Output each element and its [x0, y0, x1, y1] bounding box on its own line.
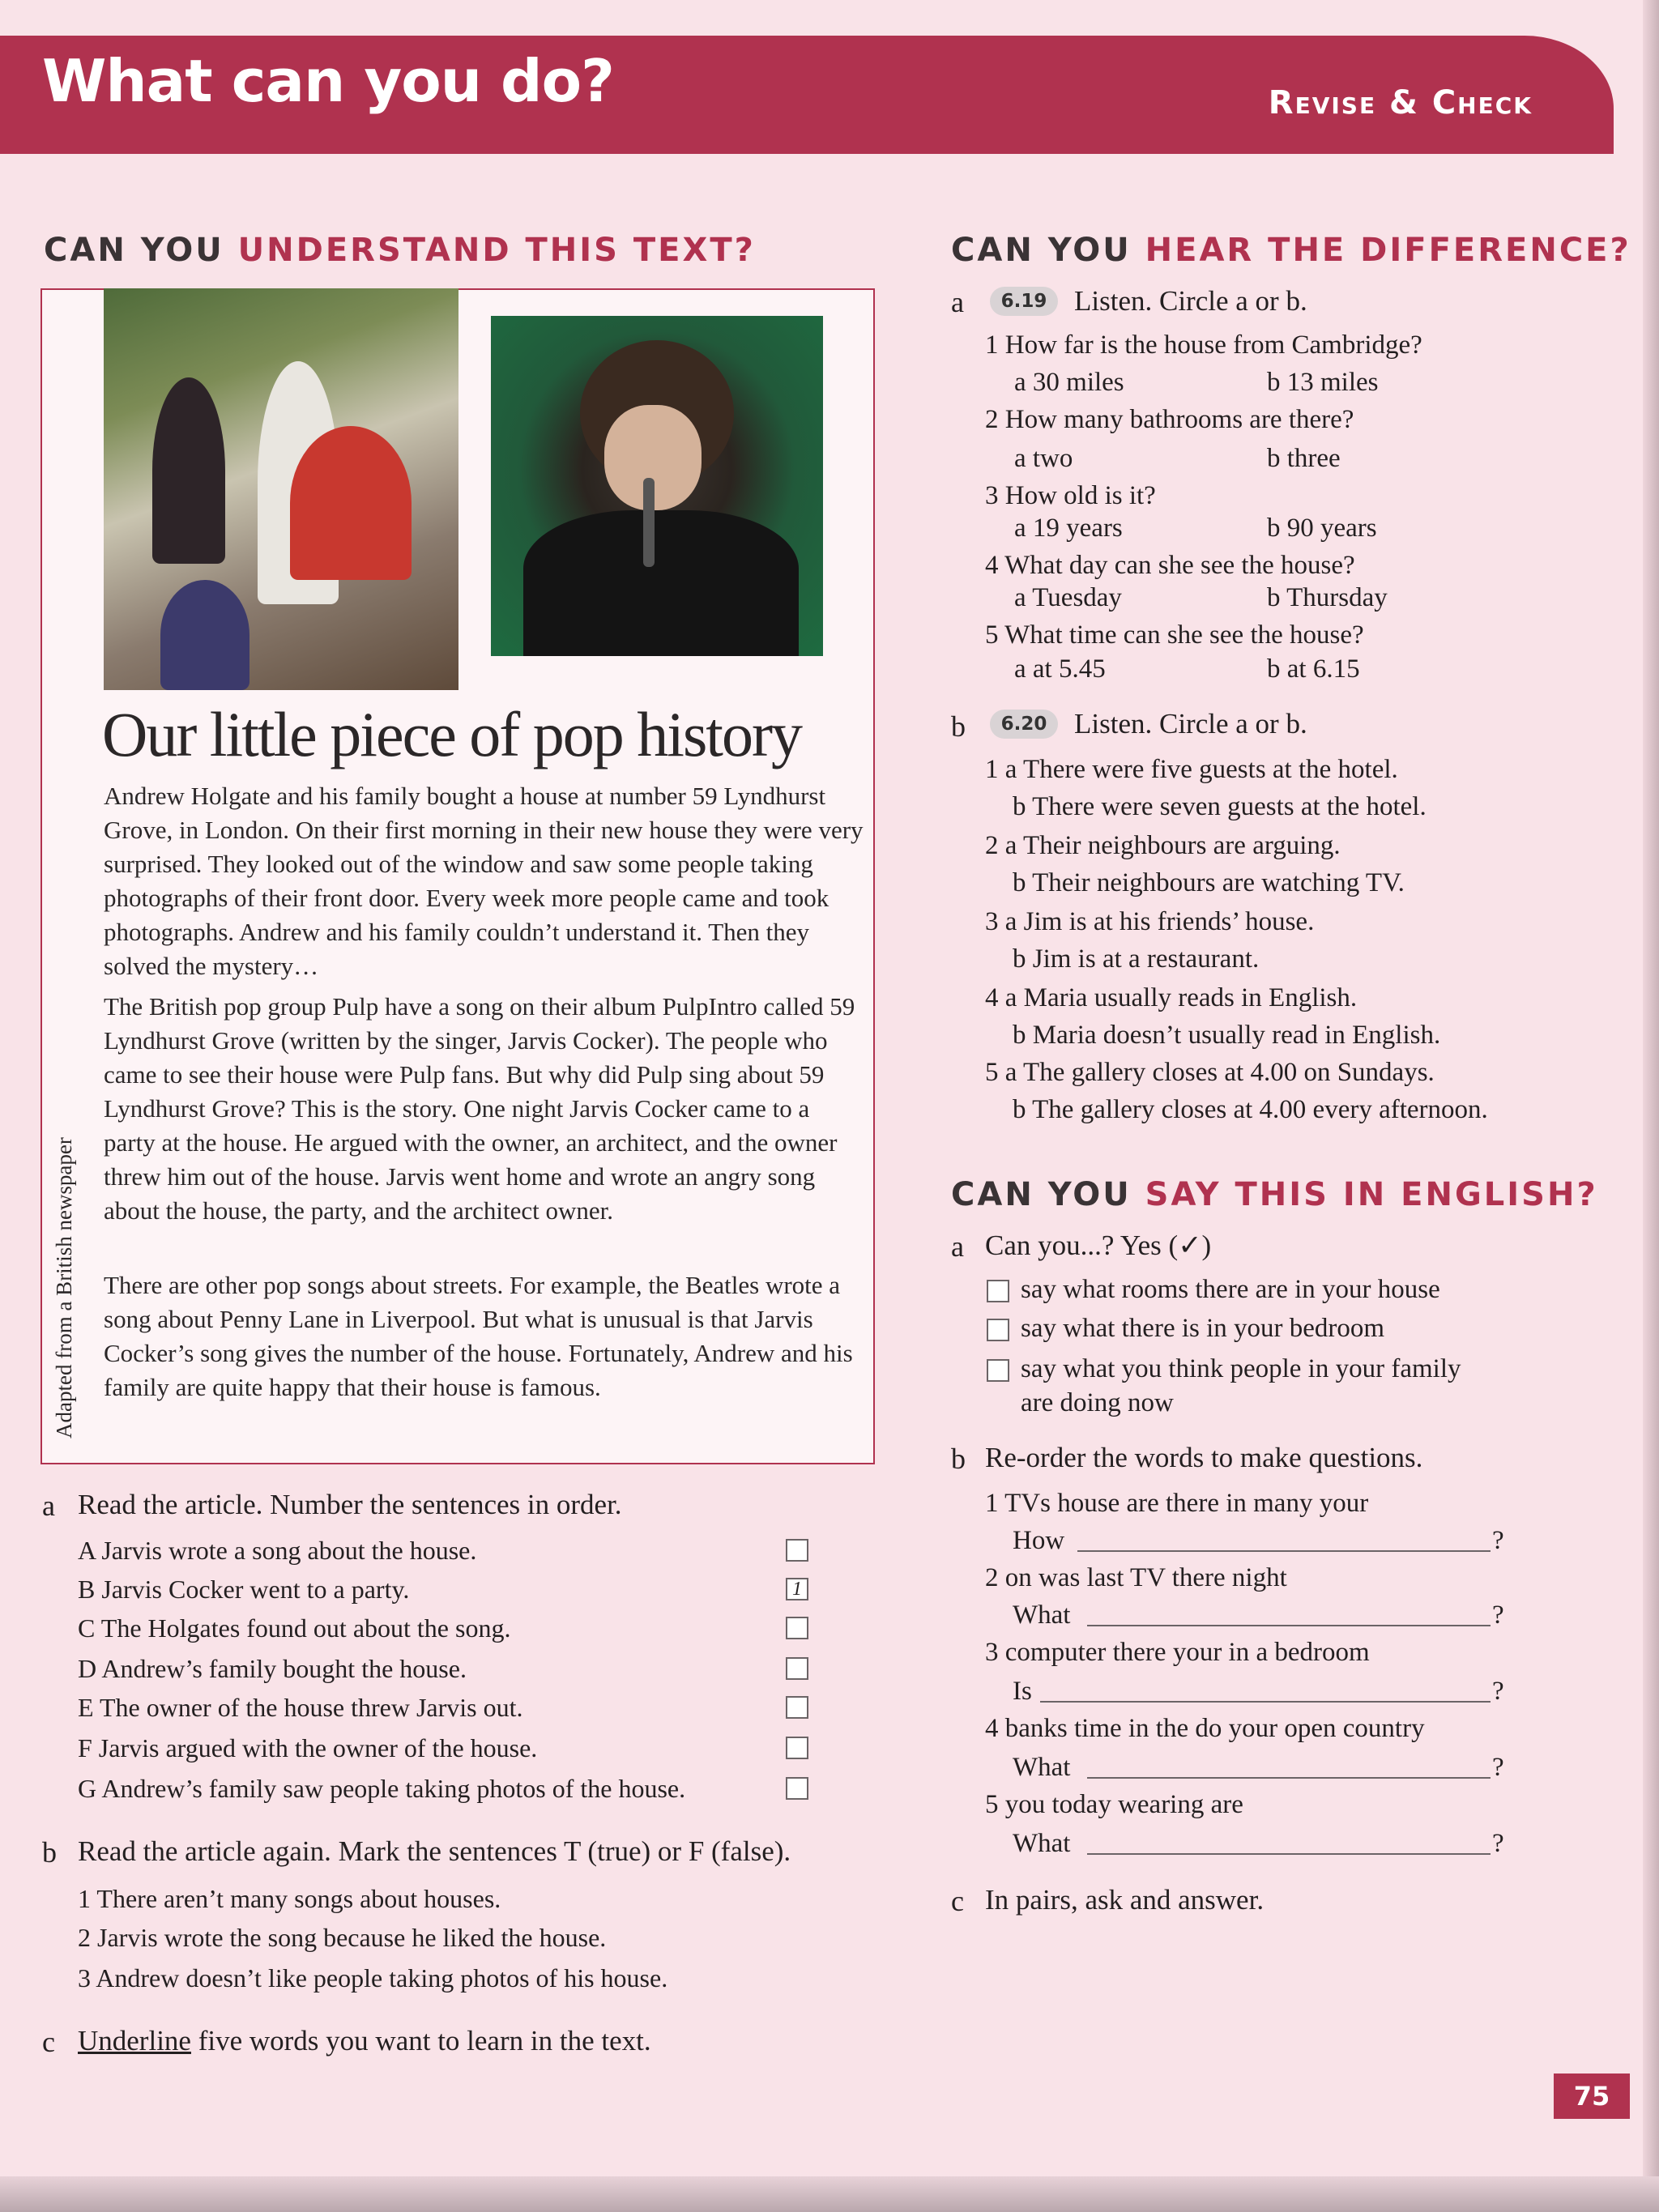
can-do-item: are doing now — [1021, 1388, 1174, 1417]
list-item: D Andrew’s family bought the house. — [78, 1654, 467, 1683]
question-mark: ? — [1492, 1677, 1504, 1706]
option-a[interactable]: a 30 miles — [1014, 368, 1124, 397]
heading-highlight: SAY THIS IN ENGLISH? — [1145, 1176, 1598, 1213]
say-heading — [951, 1176, 1598, 1213]
task-instruction: Listen. Circle a or b. — [1074, 708, 1307, 739]
option-b[interactable]: b 13 miles — [1267, 368, 1379, 397]
can-do-item: say what there is in your bedroom — [1021, 1314, 1385, 1343]
word-prompt: 5 you today wearing are — [985, 1790, 1243, 1819]
option-b[interactable]: b three — [1267, 444, 1341, 473]
audio-track-badge[interactable]: 6.20 — [990, 710, 1058, 739]
list-item: G Andrew’s family saw people taking photos of the house. — [78, 1774, 686, 1803]
option-a[interactable]: 4 a Maria usually reads in English. — [985, 983, 1358, 1012]
word-prompt: 3 computer there your in a bedroom — [985, 1638, 1370, 1667]
option-b[interactable]: b The gallery closes at 4.00 every afternoon. — [1013, 1095, 1488, 1124]
option-b[interactable]: b Maria doesn’t usually read in English. — [1013, 1021, 1441, 1050]
article-heading: Our little piece of pop history — [102, 699, 801, 769]
order-box[interactable] — [786, 1737, 808, 1759]
option-a[interactable]: 2 a Their neighbours are arguing. — [985, 831, 1341, 860]
option-b[interactable]: b Their neighbours are watching TV. — [1013, 868, 1405, 897]
task-instruction: Re-order the words to make questions. — [985, 1442, 1423, 1473]
task-letter: b — [951, 1443, 966, 1475]
task-letter: c — [951, 1885, 964, 1917]
task-instruction: Can you...? Yes (✓) — [985, 1230, 1212, 1261]
audio-track-badge[interactable]: 6.19 — [990, 287, 1058, 316]
option-a[interactable]: a 19 years — [1014, 514, 1123, 543]
can-do-item: say what you think people in your family — [1021, 1354, 1461, 1383]
task-instruction: Read the article again. Mark the sentences T (true) or F (false). — [78, 1835, 791, 1867]
task-letter: a — [951, 286, 964, 318]
task-letter: b — [42, 1836, 57, 1869]
page-edge-bottom — [0, 2176, 1659, 2212]
order-box[interactable] — [786, 1696, 808, 1719]
task-instruction: Listen. Circle a or b. — [1074, 285, 1307, 317]
article-paragraph: Andrew Holgate and his family bought a house at number 59 Lyndhurst Grove, in London. On their first morning in their new house they were very surprised. They looked out of the window and saw some people taking photographs of their front door. Every week more people came and took photographs. Andrew and his family couldn’t understand it. Then they solved the mystery… — [104, 782, 864, 980]
order-box[interactable] — [786, 1539, 808, 1562]
option-b[interactable]: b There were seven guests at the hotel. — [1013, 792, 1427, 821]
list-item: 1 There aren’t many songs about houses. — [78, 1884, 501, 1913]
heading-highlight: UNDERSTAND THIS TEXT? — [237, 232, 756, 269]
option-a[interactable]: 3 a Jim is at his friends’ house. — [985, 907, 1315, 936]
task-instruction: In pairs, ask and answer. — [985, 1884, 1265, 1916]
order-box[interactable]: 1 — [786, 1578, 808, 1600]
order-box[interactable] — [786, 1777, 808, 1800]
option-a[interactable]: a Tuesday — [1014, 583, 1122, 612]
task-letter: c — [42, 2026, 55, 2058]
heading-prefix: CAN YOU — [44, 232, 238, 269]
option-a[interactable]: a at 5.45 — [1014, 654, 1106, 684]
list-item: 2 Jarvis wrote the song because he liked the house. — [78, 1923, 607, 1952]
word-prompt: 2 on was last TV there night — [985, 1563, 1287, 1592]
answer-line[interactable] — [1087, 1853, 1491, 1855]
instruction-rest: five words you want to learn in the text. — [190, 2025, 651, 2056]
option-b[interactable]: b Jim is at a restaurant. — [1013, 944, 1260, 974]
option-b[interactable]: b 90 years — [1267, 514, 1377, 543]
page-number: 75 — [1554, 2073, 1630, 2119]
option-a[interactable]: 1 a There were five guests at the hotel. — [985, 755, 1398, 784]
page-edge — [1643, 0, 1659, 2212]
heading-prefix: CAN YOU — [951, 1176, 1145, 1213]
word-prompt: 4 banks time in the do your open country — [985, 1714, 1425, 1743]
list-item: 3 Andrew doesn’t like people taking photos of his house. — [78, 1963, 668, 1993]
singer-photo — [491, 316, 823, 656]
question-start: What — [1013, 1600, 1071, 1630]
list-item: B Jarvis Cocker went to a party. — [78, 1575, 410, 1604]
task-instruction: Read the article. Number the sentences in order. — [78, 1489, 622, 1520]
can-do-item: say what rooms there are in your house — [1021, 1275, 1440, 1304]
option-a[interactable]: 5 a The gallery closes at 4.00 on Sundays. — [985, 1058, 1435, 1087]
order-box[interactable] — [786, 1657, 808, 1680]
understand-heading — [44, 232, 756, 269]
self-check-box[interactable] — [987, 1319, 1009, 1341]
question-mark: ? — [1492, 1600, 1504, 1630]
answer-line[interactable] — [1087, 1625, 1491, 1626]
list-item: F Jarvis argued with the owner of the house. — [78, 1733, 538, 1762]
option-a[interactable]: a two — [1014, 444, 1073, 473]
article-paragraph: The British pop group Pulp have a song on their album PulpIntro called 59 Lyndhurst Grove (written by the singer, Jarvis Cocker). The people who came to see their house were Pulp fans. But why did Pulp sing about 59 Lyndhurst Grove? This is the story. One night Jarvis Cocker came to a party at the house. He argued with the owner, an architect, and the owner threw him out of the house. Jarvis went home and wrote an angry song about the house, the party, and the architect owner. — [104, 992, 855, 1225]
answer-line[interactable] — [1077, 1550, 1491, 1552]
answer-line[interactable] — [1087, 1777, 1491, 1779]
order-box[interactable] — [786, 1617, 808, 1639]
section-label: Revise & Check — [1268, 84, 1533, 121]
page-title: What can you do? — [42, 47, 614, 115]
article-paragraph: There are other pop songs about streets. For example, the Beatles wrote a song about Penny Lane in Liverpool. But what is unusual is that Jarvis Cocker’s song gives the number of the house. Fortunately, Andrew and his family are quite happy that their house is famous. — [104, 1271, 853, 1401]
question-mark: ? — [1492, 1526, 1504, 1555]
family-photo — [104, 288, 458, 690]
question-start: How — [1013, 1526, 1065, 1555]
list-item: E The owner of the house threw Jarvis out. — [78, 1693, 523, 1722]
hear-heading — [951, 232, 1631, 269]
heading-highlight: HEAR THE DIFFERENCE? — [1145, 232, 1631, 269]
self-check-box[interactable] — [987, 1280, 1009, 1302]
option-b[interactable]: b Thursday — [1267, 583, 1388, 612]
underline-word: Underline — [78, 2025, 191, 2056]
word-prompt: 1 TVs house are there in many your — [985, 1489, 1369, 1518]
task-letter: a — [951, 1230, 964, 1263]
question-mark: ? — [1492, 1753, 1504, 1782]
question: 2 How many bathrooms are there? — [985, 405, 1354, 434]
question-mark: ? — [1492, 1829, 1504, 1858]
task-instruction — [78, 2025, 651, 2057]
task-letter: b — [951, 710, 966, 743]
question-start: Is — [1013, 1677, 1032, 1706]
question: 3 How old is it? — [985, 481, 1156, 510]
option-b[interactable]: b at 6.15 — [1267, 654, 1360, 684]
source-note: Adapted from a British newspaper — [52, 1137, 76, 1438]
question-start: What — [1013, 1753, 1071, 1782]
question: 1 How far is the house from Cambridge? — [985, 330, 1422, 360]
heading-prefix: CAN YOU — [951, 232, 1145, 269]
question: 5 What time can she see the house? — [985, 620, 1364, 650]
answer-line[interactable] — [1040, 1701, 1491, 1703]
question-start: What — [1013, 1829, 1071, 1858]
question: 4 What day can she see the house? — [985, 551, 1355, 580]
list-item: C The Holgates found out about the song. — [78, 1613, 511, 1643]
list-item: A Jarvis wrote a song about the house. — [78, 1536, 477, 1565]
self-check-box[interactable] — [987, 1359, 1009, 1382]
task-letter: a — [42, 1490, 55, 1522]
